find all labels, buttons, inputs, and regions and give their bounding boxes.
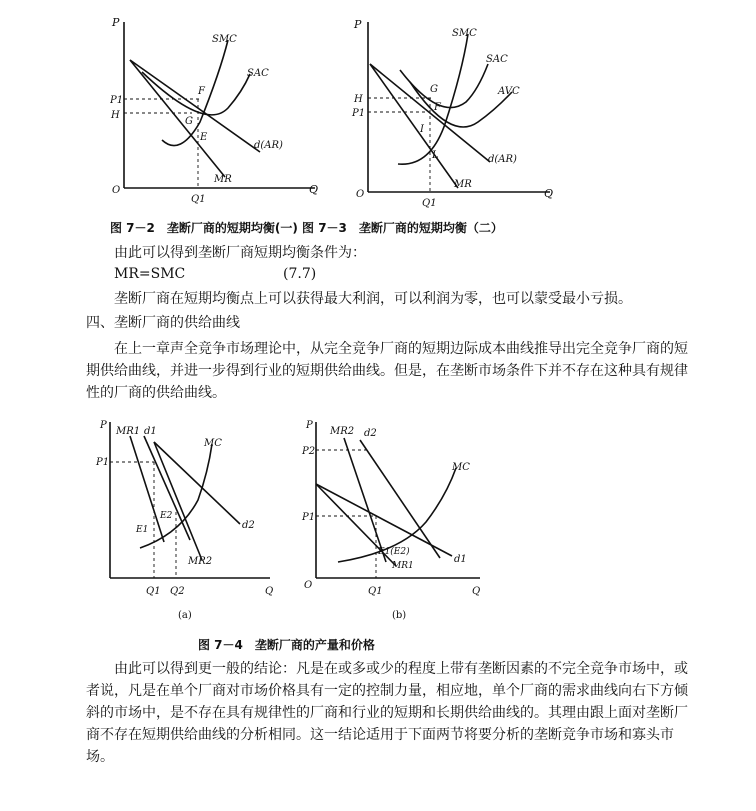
label-q: Q (544, 187, 554, 200)
label-mr1: MR1 (116, 426, 141, 437)
label-p1: P1 (96, 457, 110, 468)
label-d-ar: d(AR) (488, 154, 517, 165)
equation-number: (7.7) (283, 266, 317, 282)
label-q2: Q2 (170, 586, 185, 597)
label-mc: MC (452, 462, 470, 473)
mr2-line (154, 442, 202, 560)
smc-curve (162, 40, 228, 146)
label-avc: AVC (498, 86, 520, 97)
d1-line (144, 436, 190, 540)
caption-fig-7-4: 图 7－4 垄断厂商的产量和价格 (198, 638, 375, 652)
paragraph-general-conclusion: 由此可以得到更一般的结论：凡是在或多或少的程度上带有垄断因素的不完全竞争市场中，或者说，凡是在单个厂商对市场价格具有一定的控制力量，相应地，单个厂商的需求曲线向右下方倾斜的市场中，是不存在具有规律性的厂商和行业的短期和长期供给曲线的。其理由跟上面对垄断厂商不存在短期供给曲线的分析相同。这一结论适用于下面两节将要分析的垄断竞争市场和寡头市场。 (86, 661, 688, 765)
smc-curve (398, 34, 468, 164)
label-d-ar: d(AR) (254, 140, 283, 151)
paragraph-profit: 垄断厂商在短期均衡点上可以获得最大利润，可以利润为零，也可以蒙受最小亏损。 (114, 291, 632, 307)
label-mr2: MR2 (188, 556, 213, 567)
label-mc: MC (204, 438, 222, 449)
label-f: F (434, 102, 441, 113)
label-sac: SAC (247, 68, 269, 79)
label-q: Q (472, 586, 481, 597)
label-sac: SAC (486, 54, 508, 65)
paragraph-equilibrium-condition: 由此可以得到垄断厂商短期均衡条件为： (114, 245, 366, 261)
label-sub-b: (b) (392, 610, 407, 621)
label-d1: d1 (454, 554, 467, 565)
label-p2: P2 (302, 446, 316, 457)
sac-curve (142, 72, 250, 115)
figure-7-2 (110, 12, 330, 217)
label-q: Q (309, 183, 319, 196)
label-p1: P1 (302, 512, 316, 523)
label-q1: Q1 (191, 194, 206, 205)
label-d1: d1 (144, 426, 157, 437)
label-h: H (354, 94, 363, 105)
label-g: G (185, 116, 193, 127)
figure-7-4b (300, 412, 500, 624)
d1-line (316, 484, 452, 556)
label-q: Q (265, 586, 274, 597)
label-p: P (354, 18, 362, 31)
caption-fig-7-2-7-3: 图 7－2 垄断厂商的短期均衡(一) 图 7－3 垄断厂商的短期均衡（二） (110, 221, 503, 235)
label-p: P (100, 420, 107, 431)
label-mr: MR (214, 174, 232, 185)
mr2-line (344, 438, 386, 562)
figure-7-4a (90, 412, 290, 624)
label-g: G (430, 84, 438, 95)
label-p: P (306, 420, 313, 431)
label-o: O (356, 189, 365, 200)
label-smc: SMC (212, 34, 237, 45)
figure-7-3 (340, 12, 560, 217)
label-o: O (304, 580, 313, 591)
demand-line (130, 60, 260, 152)
label-e1: E1 (136, 525, 149, 535)
label-d2: d2 (242, 520, 255, 531)
label-p1: P1 (352, 108, 366, 119)
paragraph-supply-curve: 在上一章声全竞争市场理论中，从完全竞争厂商的短期边际成本曲线推导出完全竞争厂商的短期供给曲线，并进一步得到行业的短期供给曲线。但是，在垄断市场条件下并不存在这种具有规律性的厂商的供给曲线。 (86, 341, 688, 401)
label-e: E (200, 132, 208, 143)
section-heading-supply-curve: 四、垄断厂商的供给曲线 (86, 315, 240, 331)
label-d2: d2 (364, 428, 377, 439)
label-l: L (432, 150, 439, 161)
label-p: P (112, 16, 120, 29)
label-q1: Q1 (422, 198, 437, 209)
label-h: H (111, 110, 120, 121)
label-f: F (198, 86, 205, 97)
mr-line (130, 60, 225, 177)
label-p1: P1 (110, 95, 124, 106)
label-mr1: MR1 (392, 561, 414, 571)
label-q1: Q1 (368, 586, 383, 597)
label-e2: E2 (160, 511, 173, 521)
label-i: I (420, 124, 424, 135)
label-smc: SMC (452, 28, 477, 39)
label-sub-a: (a) (178, 610, 192, 621)
label-o: O (112, 185, 121, 196)
label-q1: Q1 (146, 586, 161, 597)
label-e1e2: E1(E2) (378, 547, 410, 557)
equation-mr-smc: MR=SMC (114, 266, 186, 282)
label-mr2: MR2 (330, 426, 355, 437)
label-mr: MR (454, 179, 472, 190)
